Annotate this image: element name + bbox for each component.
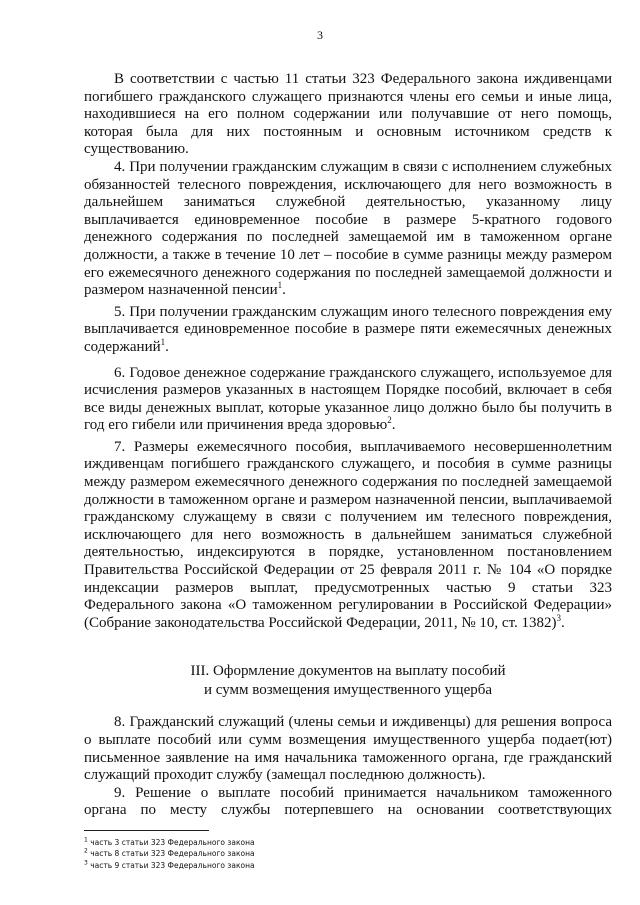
footnote-divider xyxy=(84,830,209,831)
paragraph-dependents xyxy=(84,71,612,159)
footnote xyxy=(84,860,640,872)
footnote-mark: 2 xyxy=(84,847,88,855)
footnote-ref: 3 xyxy=(556,612,561,623)
paragraph-8 xyxy=(84,714,612,784)
paragraph-4 xyxy=(84,159,612,300)
paragraph-text: В соответствии с частью 11 статьи 323 Федерального закона иждивенцами погибшего гражданского служащего признаются члены его семьи и иные лица, находившиеся на его полном содержании или получавшие от него помощь, которая была для них постоянным и основным источником средств к существованию. xyxy=(84,71,612,158)
paragraph-6 xyxy=(84,365,612,435)
paragraph-5 xyxy=(84,304,612,357)
paragraph-end: . xyxy=(165,338,169,355)
paragraph-9 xyxy=(84,785,612,820)
section-heading xyxy=(84,662,612,700)
footnote-text: часть 3 статьи 323 Федерального закона xyxy=(90,837,255,847)
footnote-mark: 1 xyxy=(84,836,88,844)
paragraph-text: 9. Решение о выплате пособий принимается начальником таможенного органа по месту службы потерпевшего на основании соответствующих xyxy=(84,784,612,819)
section-heading-line1: III. Оформление документов на выплату пособий xyxy=(190,663,506,680)
footnotes xyxy=(84,837,640,882)
footnote-ref: 2 xyxy=(387,415,392,426)
footnote-ref: 1 xyxy=(277,280,283,291)
paragraph-end: . xyxy=(391,417,396,434)
footnote xyxy=(84,837,640,849)
paragraph-end: . xyxy=(282,282,286,299)
section-heading-line2: и сумм возмещения имущественного ущерба xyxy=(203,682,493,699)
paragraph-end: . xyxy=(561,614,565,631)
paragraph-text: 4. При получении гражданским служащим в связи с исполнением служебных обязанностей телесного повреждения, исключающего для него возможность в дальнейшем заниматься служебной деятельностью, указанному лицу выплачивается единовременное пособие в размере 5-кратного годового денежного содержания по последней замещаемой им в таможенном органе должности, а также в течение 10 лет – пособие в сумме разницы между размером его ежемесячного денежного содержания по последней замещаемой должности и размером назначенной пенсии xyxy=(84,158,612,299)
paragraph-text: 7. Размеры ежемесячного пособия, выплачиваемого несовершеннолетним иждивенцам погибшего гражданского служащего, и пособия в сумме разницы между размером ежемесячного денежного содержания по последней замещаемой должности в таможенном органе и размером назначенной пенсии, выплачиваемой гражданскому служащему в связи с получением им телесного повреждения, исключающего для него возможность в дальнейшем заниматься служебной деятельностью, индексируются в порядке, установленном постановлением Правительства Российской Федерации от 25 февраля 2011 г. № 104 «О порядке индексации размеров выплат, предусмотренных частью 9 статьи 323 Федерального закона «О таможенном регулировании в Российской Федерации» (Собрание законодательства Российской Федерации, 2011, № 10, ст. 1382) xyxy=(84,438,612,631)
footnote-mark: 3 xyxy=(84,859,88,867)
footnote-text: часть 8 статьи 323 Федерального закона xyxy=(90,849,255,859)
footnote-text: часть 9 статьи 323 Федерального закона xyxy=(90,860,255,870)
page-number: 3 xyxy=(317,28,323,42)
paragraph-7 xyxy=(84,439,612,633)
footnote xyxy=(84,848,640,860)
document-body xyxy=(84,71,612,820)
paragraph-text: 6. Годовое денежное содержание гражданского служащего, используемое для исчисления размеров указанных в настоящем Порядке пособий, включает в себя все виды денежных выплат, которые указанное лицо должно было бы получить в год его гибели или причинения вреда здоровью xyxy=(84,364,612,434)
footnote-ref: 1 xyxy=(160,336,166,347)
paragraph-text: 5. При получении гражданским служащим иного телесного повреждения ему выплачивается единовременное пособие в размере пяти ежемесячных денежных содержаний xyxy=(84,303,612,355)
paragraph-text: 8. Гражданский служащий (члены семьи и иждивенцы) для решения вопроса о выплате пособий или сумм возмещения имущественного ущерба подает(ют) письменное заявление на имя начальника таможенного органа, где гражданский служащий проходит службу (замещал последнюю должность). xyxy=(84,714,612,784)
